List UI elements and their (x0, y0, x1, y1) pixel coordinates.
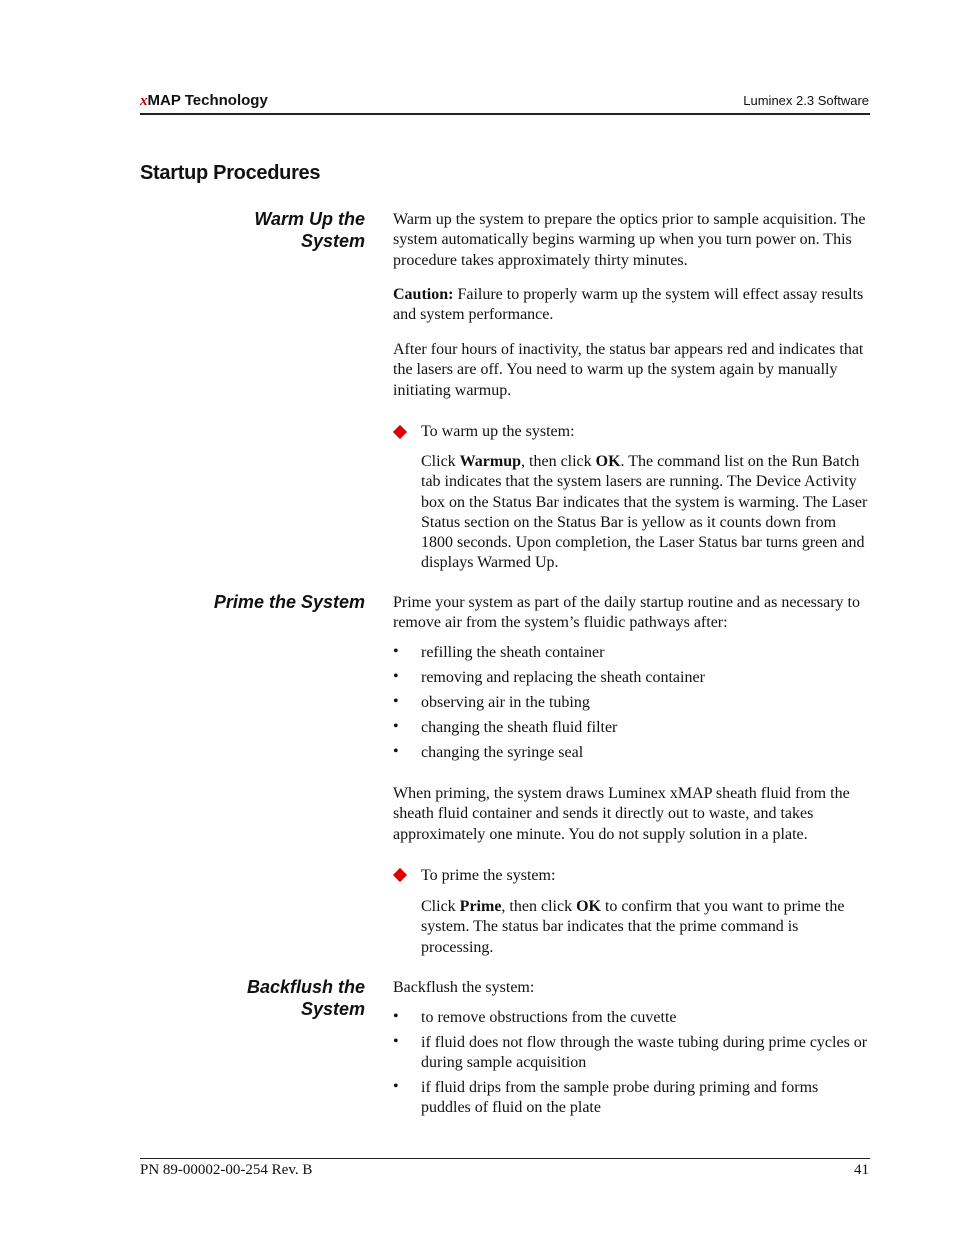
warmup-para-1 (393, 210, 871, 271)
warmup-step-rest: . The command list on the Run Batch tab indicates that the system lasers are running. The Device Activity box on the Status Bar indicates that the system is warming. The Laser Status section on the Status Bar is yellow as it counts down from 1800 seconds. Upon completion, the Laser Status bar turns green and displays Warmed Up. (421, 453, 868, 572)
list-item: removing and replacing the sheath container (421, 669, 705, 686)
bullet-marker: • (393, 1008, 399, 1025)
caution-label: Caution: (393, 286, 454, 303)
prime-para-1-text: Prime your system as part of the daily startup routine and as necessary to remove air from the system’s fluidic pathways after: (393, 594, 860, 632)
bullet-marker: • (393, 668, 399, 685)
diamond-bullet-icon (393, 868, 407, 882)
list-item: observing air in the tubing (421, 694, 590, 711)
backflush-intro: Backflush the system: (393, 979, 535, 996)
backflush-heading-line2: System (300, 999, 365, 1019)
bullet-marker: • (393, 643, 399, 660)
header-product (140, 92, 268, 110)
caution-text: Failure to properly warm up the system will effect assay results and system performance. (393, 286, 864, 324)
prime-para-1 (393, 593, 871, 634)
bullet-marker: • (393, 693, 399, 710)
warmup-step-click: Click (421, 453, 460, 470)
warmup-para-3-text: After four hours of inactivity, the status bar appears red and indicates that the lasers are off. You need to warm up the system again by manually initiating warmup. (393, 341, 864, 399)
header-rule (140, 113, 870, 115)
prime-step-click: Click (421, 898, 460, 915)
warmup-step-intro: To warm up the system: (421, 423, 575, 440)
prime-para-2-text: When priming, the system draws Luminex xMAP sheath fluid from the sheath fluid container and sends it directly out to waste, and takes approximately one minute. You do not supply solution in a plate. (393, 785, 850, 843)
bullet-marker: • (393, 1033, 399, 1050)
header-software: Luminex 2.3 Software (743, 93, 869, 108)
prime-heading (145, 591, 365, 613)
footer-rule (140, 1158, 870, 1159)
prime-step-rest: to confirm that you want to prime the system. The status bar indicates that the prime command is processing. (421, 898, 845, 956)
prime-step-intro: To prime the system: (421, 867, 556, 884)
prime-step-text (421, 897, 871, 958)
backflush-heading (145, 976, 365, 1020)
bullet-marker: • (393, 1078, 399, 1095)
warmup-heading-line2: System (300, 231, 365, 251)
list-item: if fluid does not flow through the waste tubing during prime cycles or during sample acquisition (421, 1034, 868, 1072)
header-brand-x: x (140, 93, 148, 109)
prime-button-ref: Prime (459, 898, 502, 915)
warmup-ok-ref: OK (595, 453, 621, 470)
warmup-step-text (421, 452, 871, 574)
warmup-para-1-text: Warm up the system to prepare the optics prior to sample acquisition. The system automatically begins warming up when you turn power on. This procedure takes approximately thirty minutes. (393, 211, 866, 269)
footer-part-number: PN 89-00002-00-254 Rev. B (140, 1162, 313, 1178)
backflush-heading-line1: Backflush the (246, 977, 365, 997)
prime-ok-ref: OK (576, 898, 601, 915)
list-item: if fluid drips from the sample probe during priming and forms puddles of fluid on the plate (421, 1079, 819, 1117)
warmup-button-ref: Warmup (459, 453, 522, 470)
warmup-heading-line1: Warm Up the (254, 209, 365, 229)
page-title: Startup Procedures (140, 162, 321, 184)
list-item: refilling the sheath container (421, 644, 605, 661)
warmup-heading (145, 208, 365, 252)
warmup-step-then: , then click (521, 453, 596, 470)
list-item: to remove obstructions from the cuvette (421, 1009, 677, 1026)
page-number: 41 (854, 1162, 869, 1178)
bullet-marker: • (393, 743, 399, 760)
warmup-para-3 (393, 340, 871, 401)
prime-heading-text: Prime the System (213, 592, 365, 612)
prime-step-then: , then click (501, 898, 577, 915)
prime-para-2 (393, 784, 871, 845)
warmup-caution (393, 285, 871, 326)
list-item: changing the syringe seal (421, 744, 584, 761)
list-item: changing the sheath fluid filter (421, 719, 618, 736)
header-product-name: MAP Technology (147, 92, 268, 109)
bullet-marker: • (393, 718, 399, 735)
diamond-bullet-icon (393, 425, 407, 439)
